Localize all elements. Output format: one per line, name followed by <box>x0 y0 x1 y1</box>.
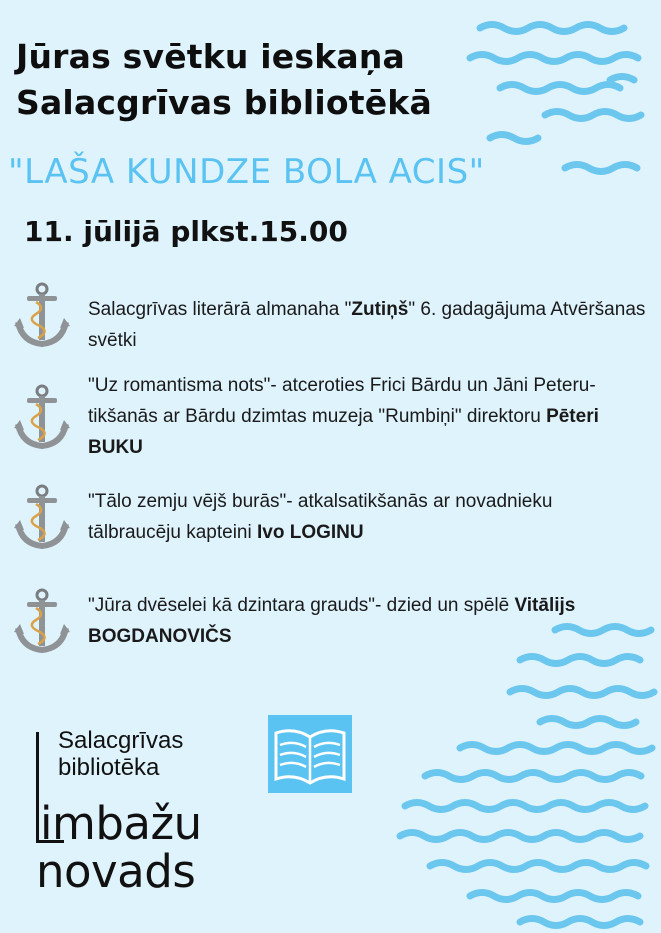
title-line-1: Jūras svētku ieskaņa <box>16 37 405 76</box>
anchor-icon <box>14 384 70 450</box>
library-name-line-2: bibliotēka <box>58 754 160 781</box>
program-item-text: "Uz romantisma nots"- atceroties Frici Bārdu un Jāni Peteru- tikšanās ar Bārdu dzimtas muzeja "Rumbiņi" direktoru Pēteri BUKU <box>88 375 599 458</box>
open-book-icon <box>268 715 352 793</box>
municipality-line-1: imbažu <box>40 797 202 850</box>
municipality-line-2: novads <box>36 845 196 898</box>
library-name <box>58 727 183 781</box>
logo-l-bar <box>36 732 39 842</box>
anchor-icon <box>14 484 70 550</box>
event-title <box>16 34 432 126</box>
event-subtitle: "LAŠA KUNDZE BOLA ACIS" <box>8 152 485 192</box>
anchor-icon <box>14 588 70 654</box>
program-item-text: Salacgrīvas literārā almanaha "Zutiņš" 6. gadagājuma Atvēršanas svētki <box>88 299 646 351</box>
municipality-logo <box>36 797 202 898</box>
program-item-text: "Jūra dvēselei kā dzintara grauds"- dzied un spēlē Vitālijs BOGDANOVIČS <box>88 595 576 647</box>
event-date: 11. jūlijā plkst.15.00 <box>24 215 348 248</box>
title-line-2: Salacgrīvas bibliotēkā <box>16 83 432 122</box>
library-name-line-1: Salacgrīvas <box>58 727 184 754</box>
anchor-icon <box>14 282 70 348</box>
program-item-text: "Tālo zemju vējš burās"- atkalsatikšanās ar novadnieku tālbraucēju kapteini Ivo LOGINU <box>88 491 553 543</box>
